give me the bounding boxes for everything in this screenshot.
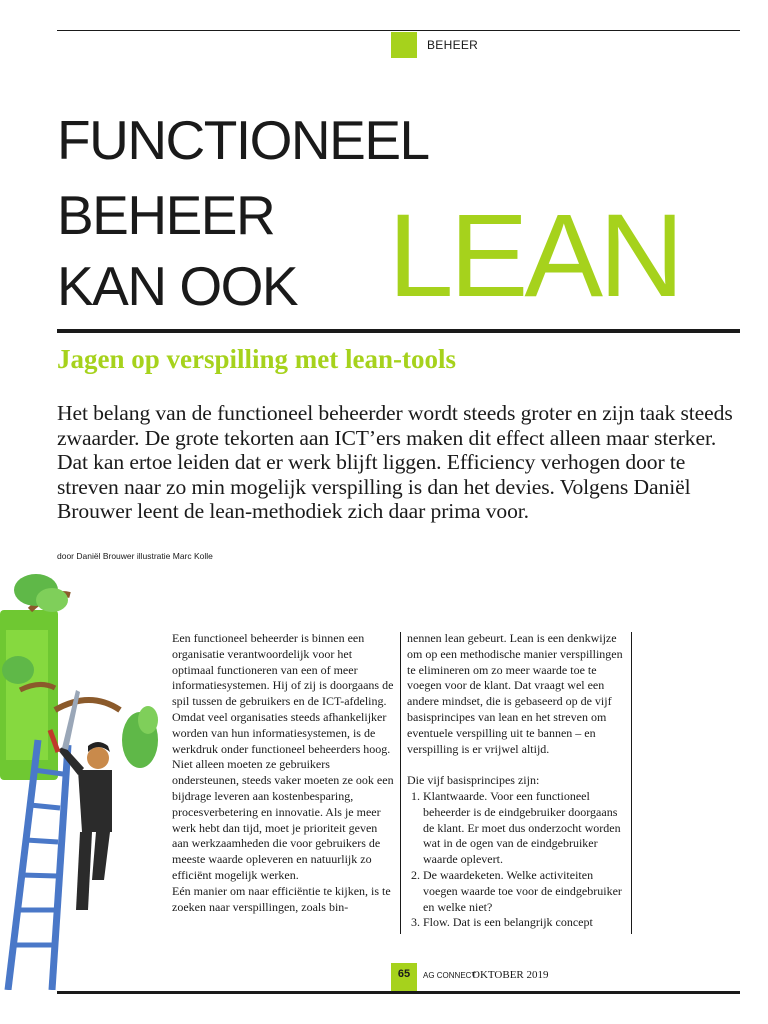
byline: door Daniël Brouwer illustratie Marc Kolle xyxy=(57,551,213,561)
title-line-3: KAN OOK xyxy=(57,255,298,317)
page-number: 65 xyxy=(397,968,411,980)
body-column-left xyxy=(172,631,394,915)
title-accent: LEAN xyxy=(388,190,681,322)
lean-illustration xyxy=(0,570,166,990)
publication-name: AG CONNECT xyxy=(423,971,477,980)
principles-intro: Die vijf basisprincipes zijn: xyxy=(407,773,540,788)
principles-list xyxy=(407,789,625,931)
issue-date: OKTOBER 2019 xyxy=(472,969,549,981)
section-tag-box xyxy=(391,32,417,58)
subtitle: Jagen op verspilling met lean-tools xyxy=(57,344,456,374)
body-column-right xyxy=(407,631,625,931)
column-divider-right xyxy=(631,632,632,934)
title-line-1: FUNCTIONEEL xyxy=(57,109,429,171)
column-divider xyxy=(400,632,401,934)
top-rule xyxy=(57,30,740,31)
title-line-2: BEHEER xyxy=(57,184,275,246)
section-tag: BEHEER xyxy=(427,38,479,52)
principle-item: 2. De waardeketen. Welke activiteiten voegen waarde toe voor de eindgebruiker en welke niet? xyxy=(423,868,625,915)
body-paragraph-2-continued: nennen lean gebeurt. Lean is een denkwijze om op een methodische manier verspillingen te elimineren om zo meer waarde toe te voegen voor de klant. Dat vraagt wel een andere mindset, die is gebaseerd op de vijf basisprincipes van lean en het streven om eventuele verspilling uit te bannen – en verspilling is er vrijwel altijd. xyxy=(407,631,623,756)
body-paragraph-1: Een functioneel beheerder is binnen een organisatie verantwoordelijk voor het optimaal functioneren van een of meer informatiesystemen. Hij of zij is doorgaans de spil tussen de gebruikers en de ICT-afdeling. Omdat veel organisaties steeds afhankelijker worden van hun informatiesystemen, is de werkdruk onder functioneel beheerders hoog. Niet alleen moeten ze gebruikers ondersteunen, steeds vaker moeten ze ook een bijdrage leveren aan kostenbesparing, procesverbetering en innovatie. Als je meer werk hebt dan tijd, moet je prioriteit geven aan werkzaamheden die voor gebruikers de meeste waarde opleveren en natuurlijk zo efficiënt mogelijk werken. xyxy=(172,631,394,882)
principle-item: 1. Klantwaarde. Voor een functioneel beheerder is de eindgebruiker doorgaans de klant. Er moet dus onderzocht worden wat in de ogen van de eindgebruiker waarde oplevert. xyxy=(423,789,625,868)
body-paragraph-2: Eén manier om naar efficiëntie te kijken, is te zoeken naar verspillingen, zoals bin- xyxy=(172,883,391,914)
intro-paragraph: Het belang van de functioneel beheerder wordt steeds groter en zijn taak steeds zwaarder. De grote tekorten aan ICT’ers maken dit effect alleen maar sterker. Dat kan ertoe leiden dat er werk blijft liggen. Efficiency verhogen door te streven naar zo min mogelijk verspilling is dan het devies. Volgens Daniël Brouwer leent de lean-methodiek zich daar prima voor. xyxy=(57,401,733,523)
bottom-rule xyxy=(57,991,740,994)
title-rule xyxy=(57,329,740,333)
principle-item: 3. Flow. Dat is een belangrijk concept xyxy=(423,915,625,931)
